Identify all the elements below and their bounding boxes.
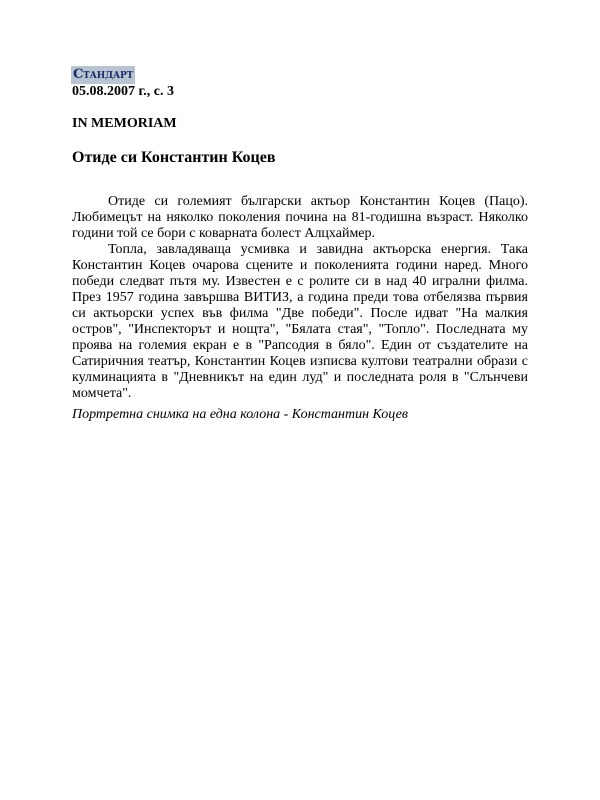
article-paragraph-2: Топла, завладяваща усмивка и завидна актьорска енергия. Така Константин Коцев очарова сцените и поколенията години наред. Много победи следват пътя му. Известен е с ролите си в над 40 игрални филма. През 1957 година завършва ВИТИЗ, а година преди това отбелязва първия си актьорски успех във филма "Две победи". После идват "На малкия остров", "Инспекторът и нощта", "Бялата стая", "Топло". Последната му проява на големия екран е в "Рапсодия в бяло". Един от създателите на Сатиричния театър, Константин Коцев изписва култови театрални образи с кулминацията в "Дневникът на един луд" и последната роля в "Слънчеви момчета".	[72, 242, 528, 401]
article-paragraph-1: Отиде си големият български актьор Константин Коцев (Пацо). Любимецът на няколко поколения почина на 81-годишна възраст. Няколко години той се бори с коварната болест Алцхаймер.	[72, 194, 528, 241]
section-label: IN MEMORIAM	[72, 116, 177, 131]
publication-date-page: 05.08.2007 г., с. 3	[72, 84, 174, 99]
publication-masthead: Стандарт	[73, 67, 134, 82]
photo-caption: Портретна снимка на една колона - Константин Коцев	[72, 407, 408, 422]
article-body	[72, 194, 528, 402]
article-title: Отиде си Константин Коцев	[72, 149, 276, 166]
